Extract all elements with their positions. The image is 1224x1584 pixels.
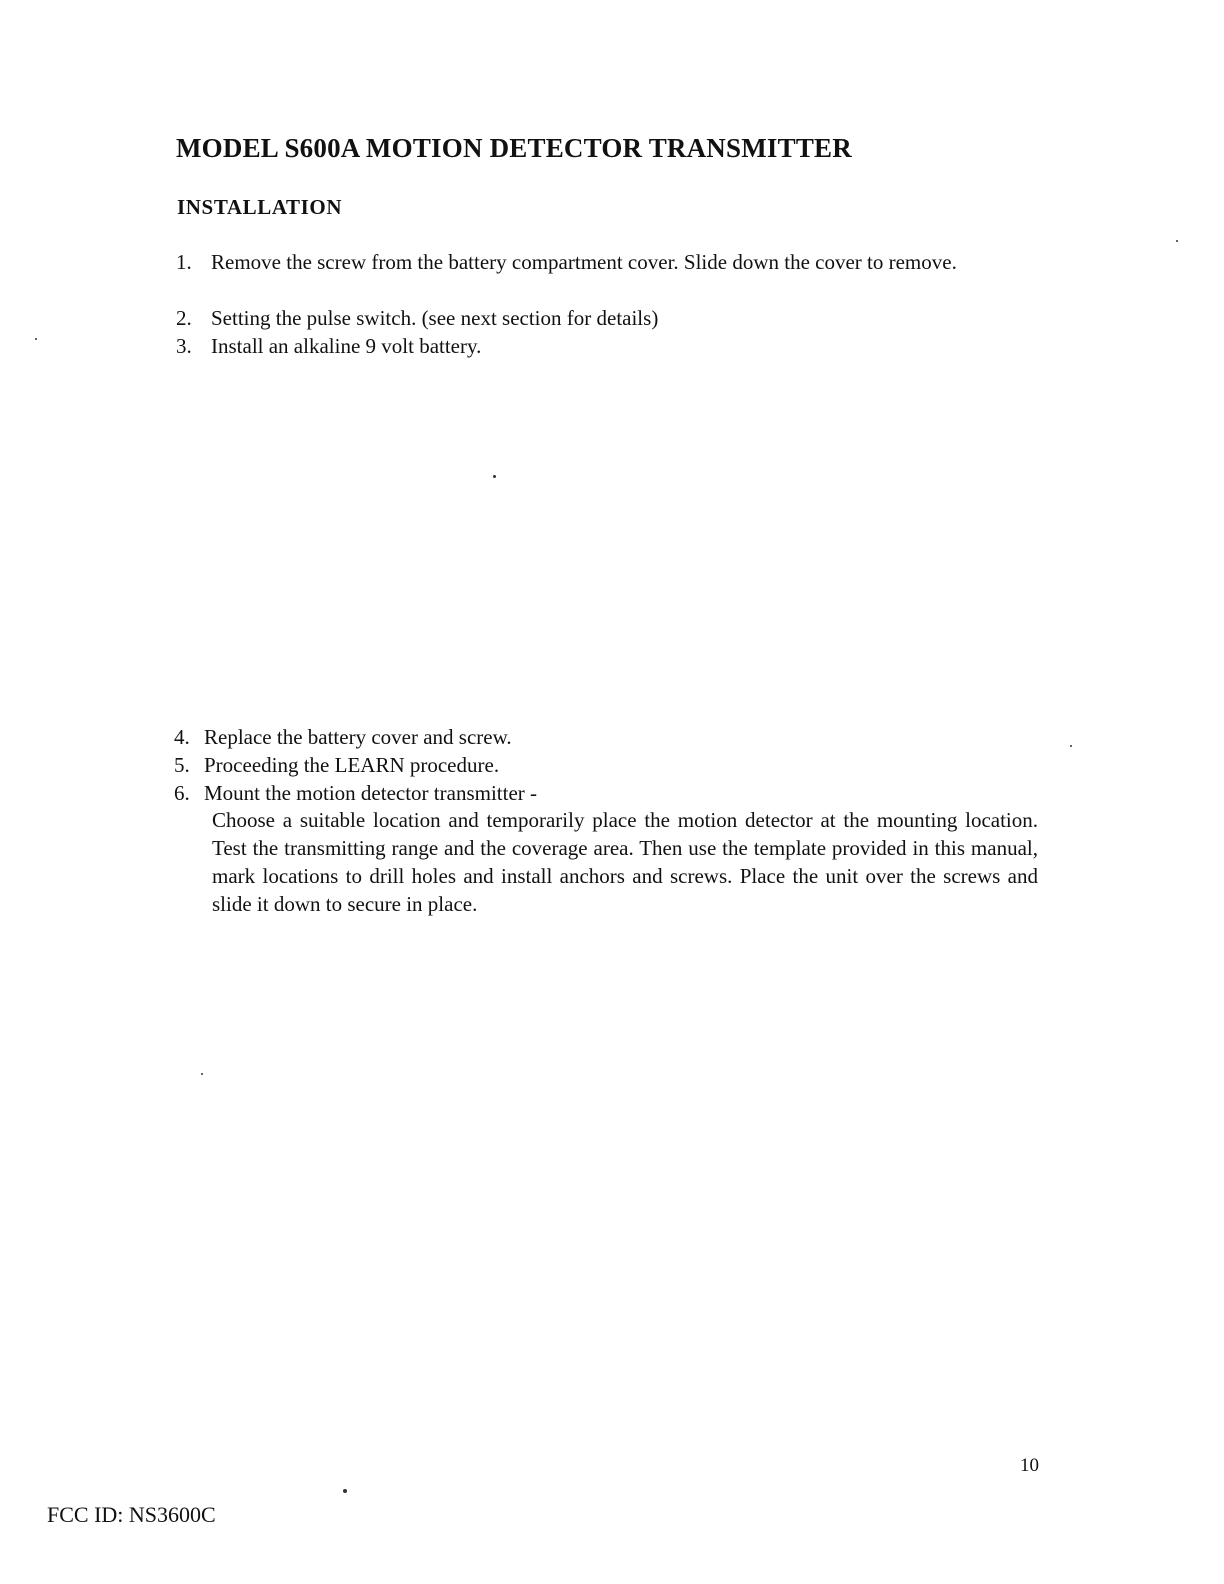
list-item-step-6 — [174, 779, 1040, 807]
step-text: Mount the motion detector transmitter - — [204, 781, 538, 805]
step-number: 3. — [176, 334, 192, 358]
step-text: Install an alkaline 9 volt battery. — [211, 334, 482, 358]
step-number: 5. — [174, 753, 190, 777]
page-number: 10 — [1020, 1455, 1039, 1476]
list-item-step-2 — [176, 304, 1040, 332]
step-text: Setting the pulse switch. (see next section for details) — [211, 306, 659, 330]
step-6-detail-paragraph: Choose a suitable location and temporarily place the motion detector at the mounting location. Test the transmitting range and the coverage area. Then use the template provided in this manual, mark locations to drill holes and install anchors and screws. Place the unit over the screws and slide it down to secure in place. — [212, 808, 1038, 916]
fcc-id-footer: FCC ID: NS3600C — [47, 1502, 216, 1527]
list-item-step-3 — [176, 332, 1040, 360]
list-item-step-5 — [174, 751, 1038, 779]
scan-speck — [493, 475, 496, 478]
list-item-step-4 — [174, 723, 1038, 751]
scan-speck — [201, 1073, 203, 1075]
section-heading-installation: INSTALLATION — [177, 195, 343, 219]
step-text: Replace the battery cover and screw. — [204, 725, 512, 749]
step-text: Remove the screw from the battery compartment cover. Slide down the cover to remove. — [211, 250, 957, 274]
list-item-step-1 — [176, 248, 1040, 276]
step-text: Proceeding the LEARN procedure. — [204, 753, 500, 777]
document-title: MODEL S600A MOTION DETECTOR TRANSMITTER — [176, 133, 852, 163]
scan-speck — [1070, 745, 1072, 747]
step-number: 2. — [176, 306, 192, 330]
step-number: 4. — [174, 725, 190, 749]
scan-speck — [343, 1489, 347, 1493]
step-number: 6. — [174, 781, 190, 805]
scan-speck — [1176, 240, 1178, 242]
step-number: 1. — [176, 250, 192, 274]
scan-speck — [35, 338, 37, 340]
